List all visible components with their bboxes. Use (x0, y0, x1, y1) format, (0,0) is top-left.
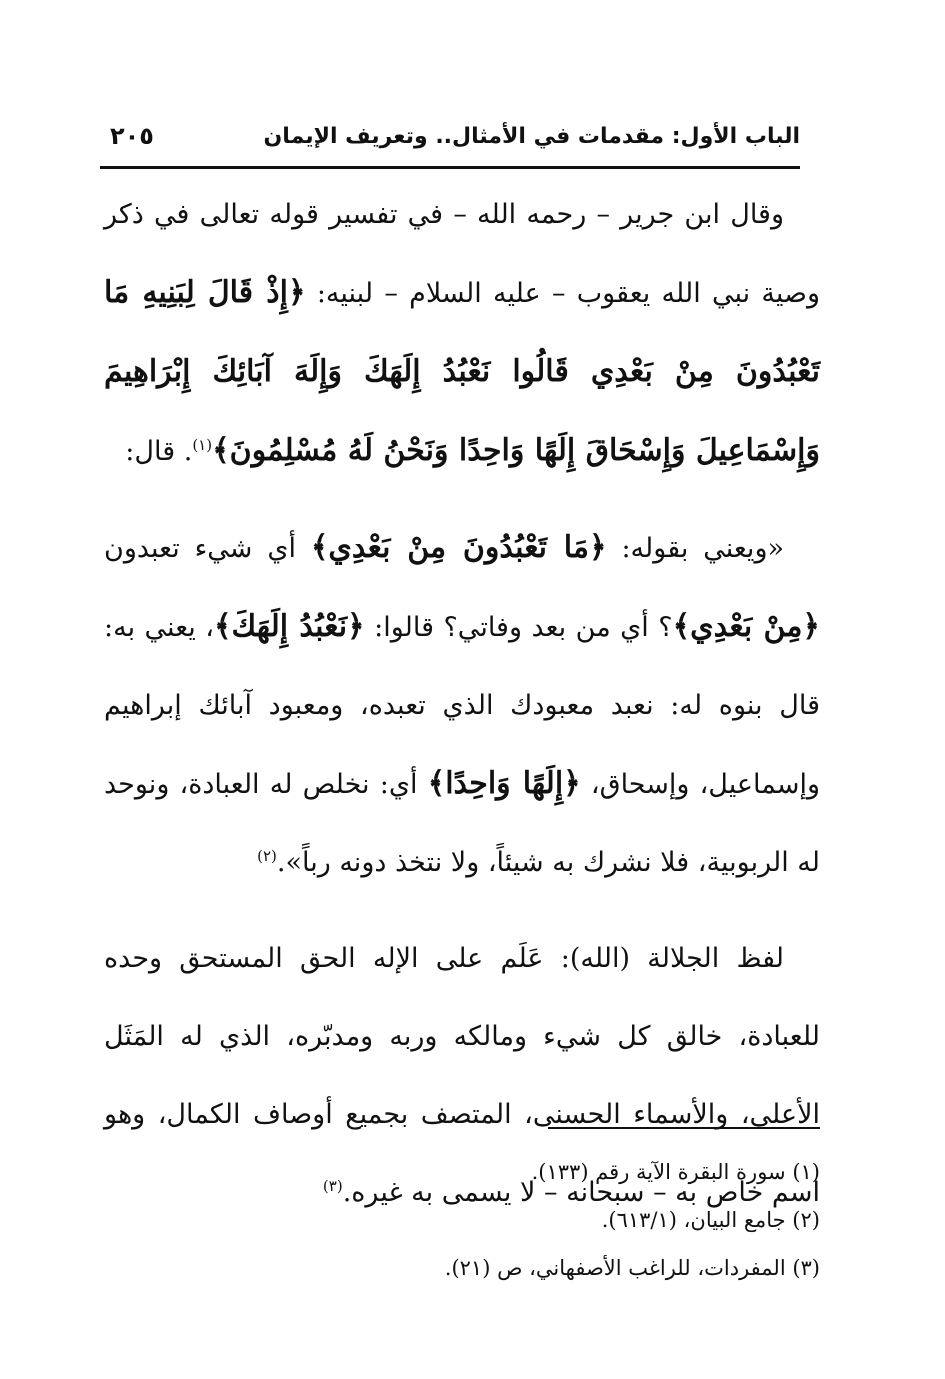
chapter-title: الباب الأول: مقدمات في الأمثال.. وتعريف الإيمان (263, 124, 800, 149)
footnote-marker: (٣) (322, 1177, 343, 1195)
page-header (100, 118, 800, 169)
footnote-divider (548, 1127, 820, 1129)
quran-verse: ﴿مَا تَعْبُدُونَ مِنْ بَعْدِي﴾ (310, 530, 607, 565)
paragraph-text: . قال: (125, 436, 193, 467)
paragraph-text: لفظ الجلالة (الله): عَلَم على الإله الحق المستحق وحده للعبادة، خالق كل شيء ومالكه وربه ومدبّره، الذي له المَثَل الأعلى، والأسماء الحسنى، المتصف بجميع أوصاف الكمال، وهو اسم خاص به – سبحانه – لا يسمى به غيره. (104, 943, 820, 1208)
footnote-1: (١) سورة البقرة الآية رقم (١٣٣). (531, 1160, 820, 1184)
footnote-marker: (٢) (257, 847, 277, 865)
paragraph-text: ، يعني به: قال بنوه له: نعبد معبودك الذي تعبده، ومعبود آبائك إبراهيم وإسماعيل، وإسحاق، (104, 612, 820, 800)
paragraph-quote (104, 509, 820, 902)
page-number: ٢٠٥ (110, 122, 154, 150)
main-text (104, 176, 820, 1232)
paragraph-text: ؟ أي من بعد وفاتي؟ قالوا: (364, 612, 673, 643)
paragraph-text: أي شيء تعبدون (104, 533, 311, 564)
quran-verse: ﴿إِذْ قَالَ لِبَنِيهِ مَا تَعْبُدُونَ مِنْ بَعْدِي قَالُوا نَعْبُدُ إِلَهَكَ وَإِلَهَ آبَائِكَ إِبْرَاهِيمَ وَإِسْمَاعِيلَ وَإِسْحَاقَ إِلَهًا وَاحِدًا وَنَحْنُ لَهُ مُسْلِمُونَ﴾ (104, 275, 820, 468)
paragraph-text: وقال ابن جرير – رحمه الله – في تفسير قوله تعالى في ذكر وصية نبي الله يعقوب – عليه السلام – لبنيه: (104, 199, 820, 309)
quran-verse: ﴿نَعْبُدُ إِلَهَكَ﴾ (213, 609, 365, 644)
footnote-2: (٢) جامع البيان، (٦١٣/١). (601, 1208, 820, 1232)
footnote-marker: (١) (192, 436, 213, 454)
quran-verse: ﴿مِنْ بَعْدِي﴾ (672, 609, 821, 644)
paragraph-ibn-jarir (104, 176, 820, 491)
paragraph-text: أي: نخلص له العبادة، ونوحد له الربوبية، فلا نشرك به شيئاً، ولا نتخذ دونه رباً». (104, 769, 820, 878)
quran-verse: ﴿إِلَهًا وَاحِدًا﴾ (427, 766, 581, 801)
paragraph-text: «ويعني بقوله: (606, 533, 785, 564)
footnote-3: (٣) المفردات، للراغب الأصفهاني، ص (٢١). (444, 1256, 820, 1280)
footnotes (104, 1148, 820, 1292)
